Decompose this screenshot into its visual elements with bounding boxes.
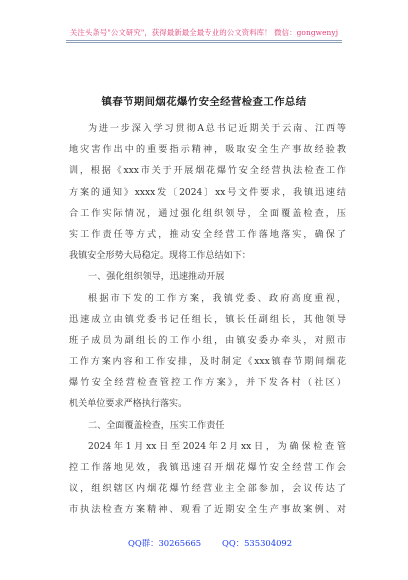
paragraph-line: 控工作落地见效，我镇迅速召开烟花爆竹安全经营工作会 (69, 463, 346, 473)
footer-qq-group: QQ群：30265665 (128, 538, 202, 548)
paragraph-line: 爆竹安全经营检查管控工作方案》，并下发各村（社区） (69, 378, 346, 389)
paragraph-line: 议，组织辖区内烟花爆竹经营业主全部参加，会议传达了 (69, 484, 346, 495)
paragraph-line: 工作方案内容和工作安排，及时制定《xxx镇春节期间烟花 (69, 357, 346, 368)
document-body (69, 119, 346, 522)
paragraph-line: 2024年1月xx日至2024年2月xx日，为确保检查管 (88, 441, 346, 452)
section-heading: 二、全面覆盖检查，压实工作责任 (88, 420, 225, 431)
paragraph-line: 市执法检查方案精神、观看了近期安全生产事故案例、对 (69, 505, 346, 516)
paragraph-line: 我镇安全形势大局稳定。现将工作总结如下： (69, 251, 251, 262)
paragraph-line: 训，根据《xxx市关于开展烟花爆竹安全经营执法检查工作 (69, 166, 346, 177)
header-divider (66, 40, 342, 41)
footer-qq-number: QQ：535304092 (222, 538, 293, 548)
section-heading: 一、强化组织领导，迅速推动开展 (88, 272, 225, 283)
paragraph-line: 机关单位要求严格执行落实。 (69, 399, 188, 410)
document-title: 镇春节期间烟花爆竹安全经营检查工作总结 (101, 96, 307, 108)
paragraph-line: 根据市下发的工作方案，我镇党委、政府高度重视， (88, 293, 346, 304)
footer-contact (0, 537, 408, 551)
header-divider-second (66, 42, 342, 43)
paragraph-line: 为进一步深入学习贯彻A总书记近期关于云南、江西等 (88, 124, 346, 134)
paragraph-line: 迅速成立由镇党委书记任组长，镇长任副组长，其他领导 (69, 314, 346, 325)
paragraph-line: 合工作实际情况，通过强化组织领导，全面覆盖检查，压 (69, 208, 346, 219)
paragraph-line: 方案的通知》xxxx发〔2024〕xx号文件要求，我镇迅速结 (69, 187, 346, 198)
paragraph-line: 班子成员为副组长的工作小组，由镇安委办牵头，对照市 (69, 335, 346, 346)
header-promo-note: 关注头条号"公文研究"，获得最新最全最专业的公文资料库！ 微信：gongwenyj (69, 28, 339, 37)
paragraph-line: 实工作责任等方式，推动安全经营工作落地落实，确保了 (69, 229, 346, 240)
paragraph-line: 地灾害作出中的重要指示精神，吸取安全生产事故经验教 (69, 145, 346, 156)
